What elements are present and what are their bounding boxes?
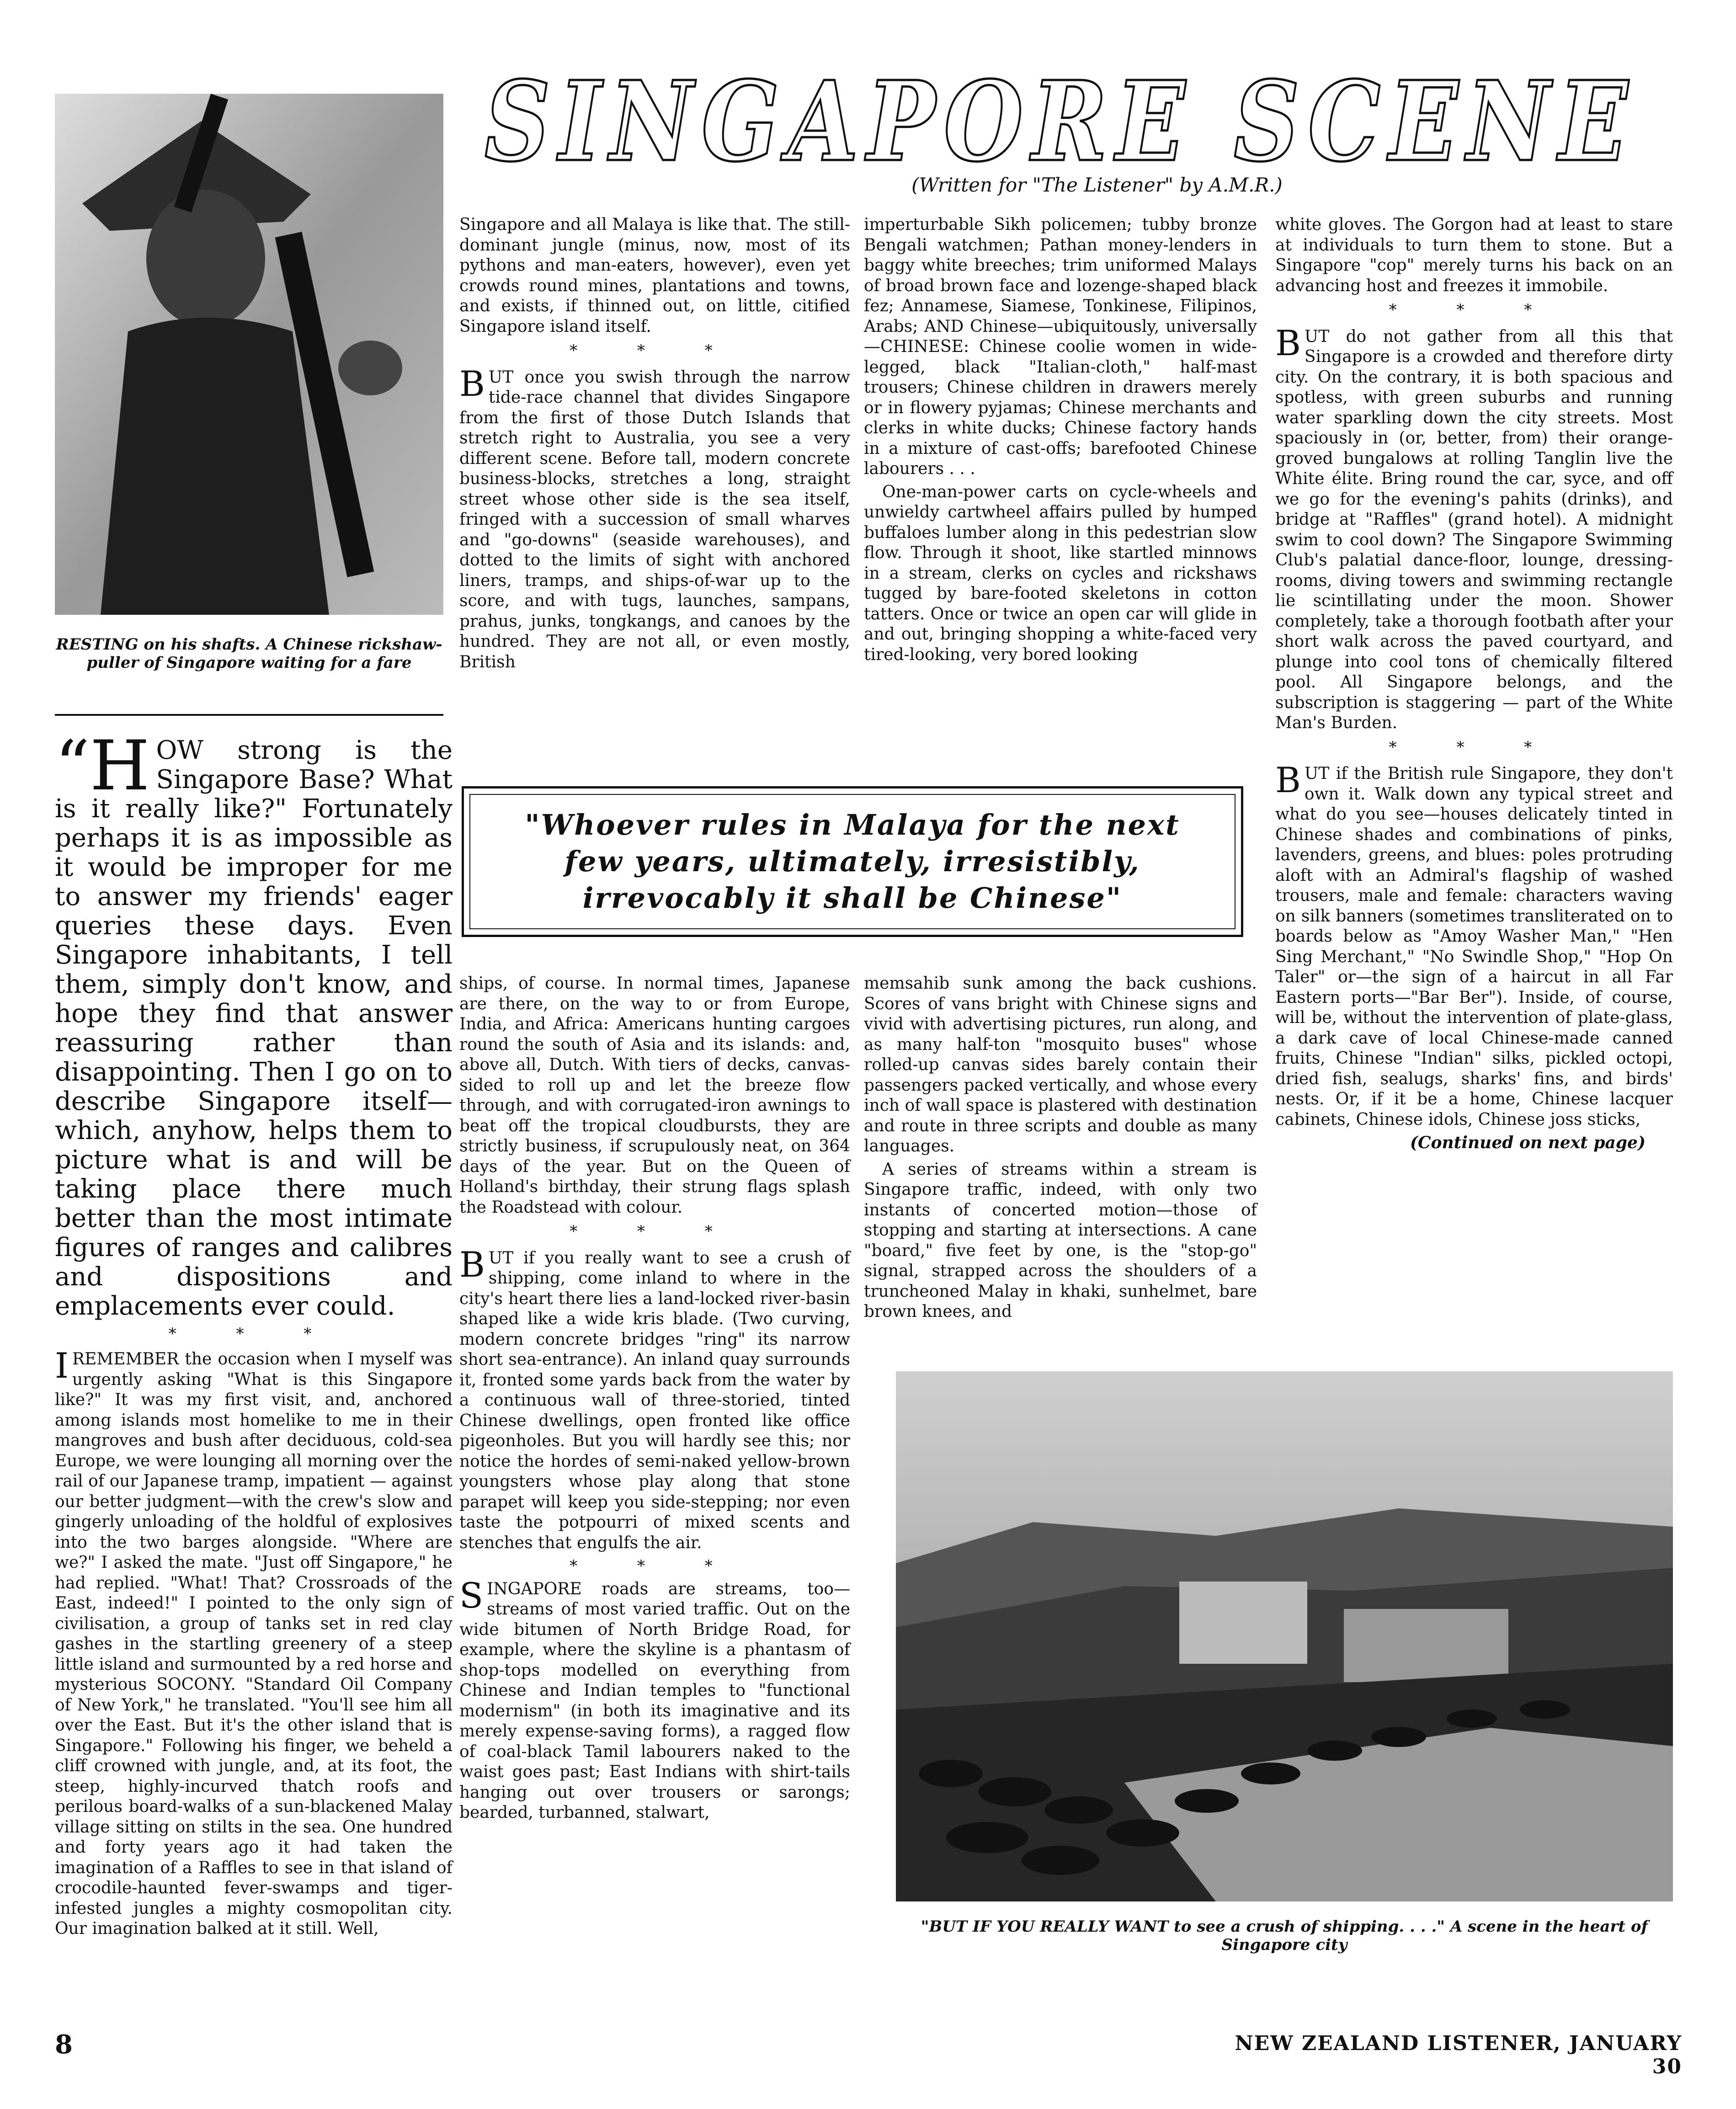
column-2-upper [459, 215, 850, 675]
paragraph: SINGAPORE roads are streams, too—streams of most varied traffic. Out on the wide bitumen of North Bridge Road, for example, where the skyline is a phantasm of shop-tops modelled on everything from Chinese and Indian temples to "functional modernism" (in both its imaginative and its merely expense-saving forms), a ragged flow of coal-black Tamil labourers naked to the waist goes past; East Indians with shirt-tails hanging out over trousers or sarongs; bearded, turbanned, stalwart, [459, 1575, 850, 1822]
paragraph: BUT do not gather from all this that Singapore is a crowded and therefore dirty city. On the contrary, it is both spacious and spotless, with green suburbs and running water sparkling down the city streets. Most spaciously in (or, better, from) their orange-groved bungalows at rolling Tanglin live the White élite. Bring round the car, syce, and off we go for the evening's pahits (drinks), and bridge at "Raffles" (grand hotel). A midnight swim to cool down? The Singapore Swimming Club's palatial dance-floor, lounge, dressing-rooms, diving towers and swimming rectangle lie scintillating under the moon. Shower completely, take a thorough footbath after your short walk across the paved courtyard, and plunge into cool tons of chemically filtered pool. All Singapore belongs, and the subscription is staggering — part of the White Man's Burden. [1275, 322, 1673, 732]
lead-paragraph: “H OW strong is the Singapore Base? What is it really like?" Fortunately perhaps it is as impossible as it would be improper for me to answer my friends' eager queries these days. Even Singapore inhabitants, I tell them, simply don't know, and hope they find that answer reassuring rather than disappointing. Then I go on to describe Singapore itself—which, anyhow, helps them to picture what is and will be taking place there much better than the most intimate figures of ranges and calibres and dispositions and emplacements ever could. [55, 726, 453, 1321]
paragraph: imperturbable Sikh policemen; tubby bronze Bengali watchmen; Pathan money-lenders in baggy white breeches; trim uniformed Malays of broad brown face and lozenge-shaped black fez; Annamese, Siamese, Tonkinese, Filipinos, Arabs; AND Chinese—ubiquitously, universally—CHINESE: Chinese coolie women in wide-legged, black "Italian-cloth," half-mast trousers; Chinese children in drawers merely or in flowery pyjamas; Chinese merchants and clerks in white ducks; Chinese factory hands in a mixture of cast-offs; barefooted Chinese labourers . . . [864, 215, 1257, 478]
byline: (Written for "The Listener" by A.M.R.) [911, 174, 1283, 196]
publication-footer: NEW ZEALAND LISTENER, JANUARY 30 [1235, 2032, 1682, 2078]
column-3-upper [864, 215, 1257, 668]
column-1 [55, 726, 453, 1939]
singapore-city-photo [896, 1371, 1673, 1901]
paragraph: BUT if the British rule Singapore, they don't own it. Walk down any typical street and what do you see—houses delicately tinted in Chinese shades and combinations of pinks, lavenders, greens, and blues: poles protruding aloft with an Admiral's flagship of washed trousers, male and female: characters waving on silk banners (sometimes transliterated on to boards below as "Amoy Washer Man," "Hen Sing Merchant," "No Swindle Shop," "Hop On Taler" or—the sign of a haircut in all Far Eastern ports—"Bar Ber"). Inside, of course, will be, without the intervention of plate-glass, a dark cave of local Chinese-made canned fruits, Chinese "Indian" silks, pickled octopi, dried fish, sealugs, sharks' fins, and birds' nests. Or, if it be a home, Chinese lacquer cabinets, Chinese idols, Chinese joss sticks, [1275, 760, 1673, 1129]
paragraph: memsahib sunk among the back cushions. Scores of vans bright with Chinese signs and vivid with advertising pictures, run along, and as many half-ton "mosquito buses" whose rolled-up canvas sides barely contain their passengers packed vertically, and whose every inch of wall space is plastered with destination and route in three scripts and double as many languages. [864, 974, 1257, 1156]
paragraph: One-man-power carts on cycle-wheels and unwieldy cartwheel affairs pulled by humped buffaloes lumber along in this pedestrian slow flow. Through it shoot, like startled minnows in a stream, clerks on cycles and rickshaws tugged by bare-footed skeletons in cotton tatters. Once or twice an open car will glide in and out, bringing shopping a white-faced very tired-looking, very bored looking [864, 482, 1257, 664]
page-title [475, 69, 1645, 183]
title-graphic [475, 69, 1645, 183]
column-4 [1275, 215, 1673, 1153]
paragraph: white gloves. The Gorgon had at least to stare at individuals to turn them to stone. But a Singapore "cop" merely turns his back on an advancing host and freezes it immobile. [1275, 215, 1673, 295]
title-text: SINGAPORE SCENE [485, 69, 1636, 183]
section-break: * * * [1389, 738, 1560, 756]
column-3-lower [864, 974, 1257, 1325]
paragraph: Singapore and all Malaya is like that. The still-dominant jungle (minus, now, most of its pythons and man-eaters, however), even yet crowds round mines, plantations and towns, and exists, if thinned out, on little, citified Singapore island itself. [459, 215, 850, 336]
drop-cap: “H [55, 726, 150, 806]
photo2-caption: "BUT IF YOU REALLY WANT to see a crush of shipping. . . ." A scene in the heart of Singapore city [921, 1917, 1648, 1954]
page-number: 8 [55, 2029, 73, 2060]
divider [55, 714, 443, 716]
continued-note: (Continued on next page) [1410, 1133, 1645, 1152]
pull-quote-box [462, 786, 1243, 937]
section-break: * * * [570, 1557, 740, 1575]
section-break: * * * [570, 1222, 740, 1241]
section-break: * * * [168, 1325, 339, 1343]
rickshaw-puller-photo [55, 94, 443, 615]
paragraph: ships, of course. In normal times, Japanese are there, on the way to or from Europe, India, and Africa: Americans hunting cargoes round the south of Asia and its islands: and, above all, Dutch. With tiers of decks, canvas-sided to roll up and let the breeze flow through, and with corrugated-iron awnings to beat off the tropical cloudbursts, they are strictly business, if scrupulously neat, on 364 days of the year. But on the Queen of Holland's birthday, their strung flags splash the Roadstead with colour. [459, 974, 850, 1217]
paragraph: BUT once you swish through the narrow tide-race channel that divides Singapore from the first of those Dutch Islands that stretch right to Australia, you see a very different scene. Before tall, modern concrete business-blocks, stretches a long, straight street whose other side is the sea itself, fringed with a succession of small wharves and "go-downs" (seaside warehouses), and dotted to the limits of sight with anchored liners, tramps, and ships-of-war up to the score, and with tugs, launches, sampans, prahus, junks, tongkangs, and canoes by the hundred. They are not all, or even mostly, British [459, 363, 850, 671]
column-2-lower [459, 974, 850, 1826]
paragraph: A series of streams within a stream is Singapore traffic, indeed, with only two instants of concerted motion—those of stopping and starting at intersections. A cane "board," five feet by one, is the "stop-go" signal, strapped across the shoulders of a truncheoned Malay in khaki, sunhelmet, bare brown knees, and [864, 1160, 1257, 1321]
pull-quote: "Whoever rules in Malaya for the next few years, ultimately, irresistibly, irrevocably it shall be Chinese" [525, 808, 1180, 915]
section-break: * * * [1389, 301, 1560, 319]
section-break: * * * [570, 341, 740, 360]
photo1-caption: RESTING on his shafts. A Chinese rickshaw-puller of Singapore waiting for a fare [56, 635, 442, 672]
paragraph: IREMEMBER the occasion when I myself was urgently asking "What is this Singapore like?" It was my first visit, and, anchored among islands most homelike to me in their mangroves and bush after deciduous, cold-sea Europe, we were lounging all morning over the rail of our Japanese tramp, impatient — against our better judgment—with the crew's slow and gingerly unloading of the holdful of explosives into the two barges alongside. "Where are we?" I asked the mate. "Just off Singapore," he had replied. "What! That? Crossroads of the East, indeed!" I pointed to the only sign of civilisation, a group of tanks set in red clay gashes in the startling greenery of a steep little island and surmounted by a red horse and mysterious SOCONY. "Standard Oil Company of New York," he translated. "You'll see him all over the East. But it's the other island that is Singapore." Following his finger, we beheld a cliff crowned with jungle, and, at its foot, the steep, highly-incurved thatch roofs and perilous board-walks of a sun-blackened Malay village sitting on stilts in the sea. One hundred and forty years ago it had taken the imagination of a Raffles to see in that island of crocodile-haunted fever-swamps and tiger-infested jungles a mighty cosmopolitan city. Our imagination balked at it still. Well, [55, 1345, 453, 1938]
paragraph: BUT if you really want to see a crush of shipping, come inland to where in the city's heart there lies a land-locked river-basin shaped like a wide kris blade. (Two curving, modern concrete bridges "ring" its narrow short sea-entrance). An inland quay surrounds it, fronted some yards back from the water by a continuous wall of three-storied, tinted Chinese dwellings, open fronted like office pigeonholes. But you will hardly see this; nor notice the hordes of semi-naked yellow-brown youngsters whose play along that stone parapet will keep you side-stepping; nor even taste the potpourri of mixed scents and stenches that engulfs the air. [459, 1244, 850, 1552]
